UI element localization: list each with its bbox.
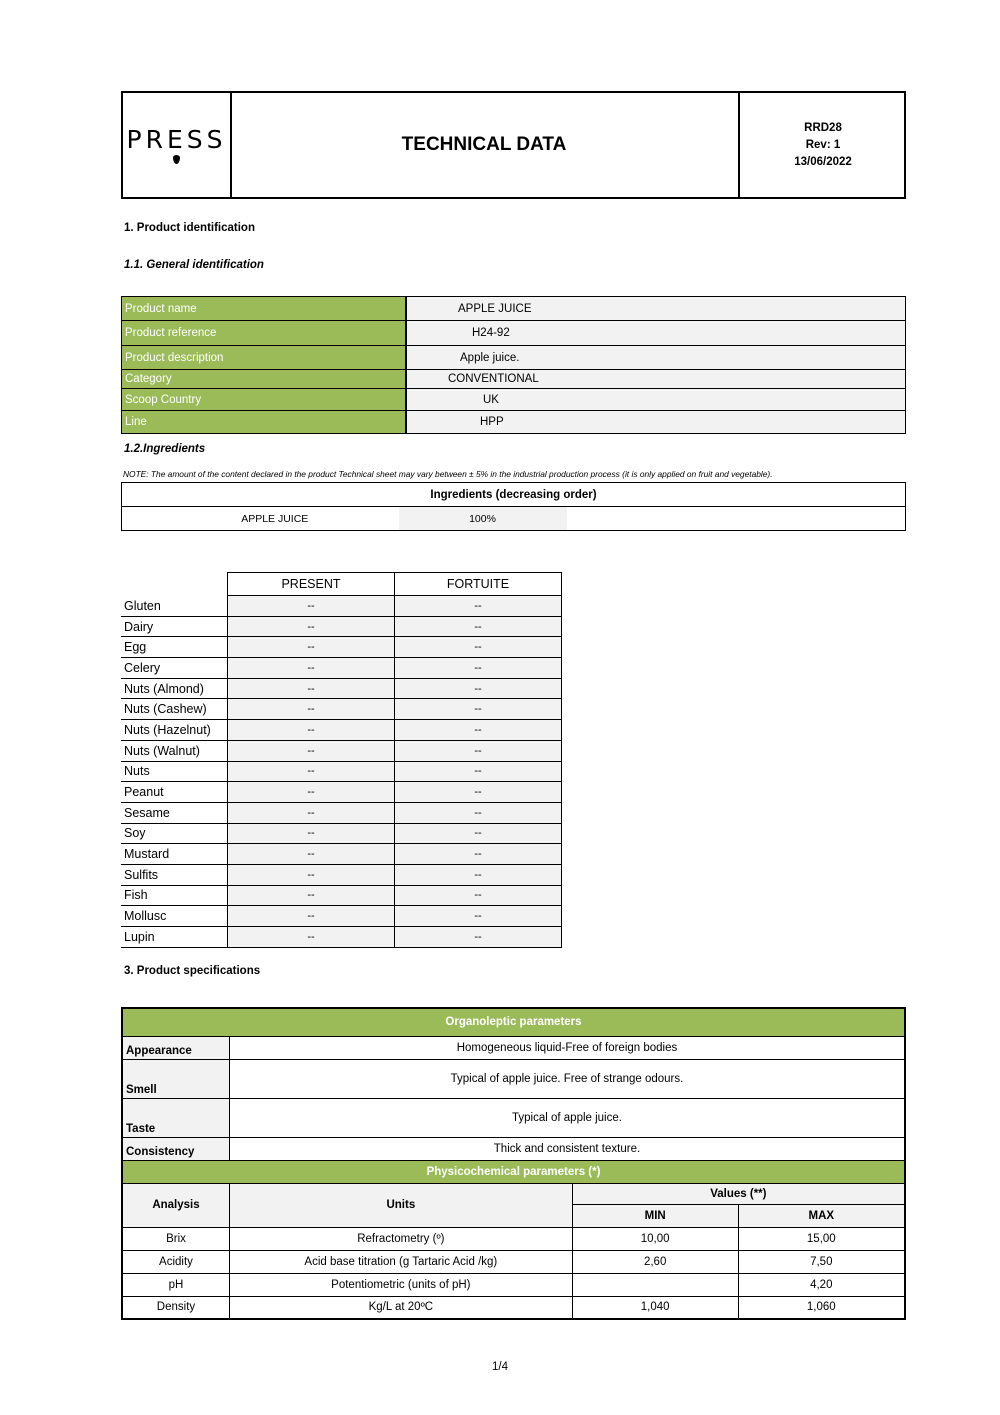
row-value: CONVENTIONAL: [448, 373, 539, 385]
drop-icon: [173, 155, 180, 164]
document-title: TECHNICAL DATA: [401, 134, 567, 155]
table-row: [122, 346, 906, 370]
section-product-specifications: 3. Product specifications: [124, 965, 261, 977]
document-header: [121, 91, 906, 199]
allergen-present: --: [228, 885, 395, 906]
allergen-row: [121, 699, 562, 720]
allergen-row: [121, 658, 562, 679]
analysis-name: Density: [122, 1296, 229, 1319]
allergen-row: [121, 885, 562, 906]
allergen-name: Nuts: [121, 761, 228, 782]
allergen-row: [121, 864, 562, 885]
col-units: Units: [229, 1183, 572, 1227]
allergen-present: --: [228, 637, 395, 658]
allergen-fortuite: --: [395, 864, 562, 885]
analysis-units: Refractometry (º): [229, 1227, 572, 1250]
allergen-present: --: [228, 844, 395, 865]
param-label: Consistency: [122, 1137, 229, 1160]
table-row: [122, 411, 906, 434]
allergen-present: --: [228, 699, 395, 720]
row-value: Apple juice.: [460, 351, 520, 364]
allergen-row: [121, 596, 562, 617]
allergen-name: Mustard: [121, 844, 228, 865]
organoleptic-header: Organoleptic parameters: [122, 1008, 905, 1036]
ingredients-table: [121, 482, 906, 531]
allergen-row: [121, 616, 562, 637]
allergen-present: --: [228, 678, 395, 699]
row-label: Category: [122, 370, 407, 389]
allergen-fortuite: --: [395, 740, 562, 761]
analysis-units: Potentiometric (units of pH): [229, 1273, 572, 1296]
table-row: [122, 321, 906, 346]
analysis-min: 1,040: [572, 1296, 738, 1319]
allergen-name: Fish: [121, 885, 228, 906]
param-value: Typical of apple juice.: [229, 1098, 905, 1137]
allergen-fortuite: --: [395, 596, 562, 617]
allergen-present: --: [228, 782, 395, 803]
col-max: MAX: [738, 1204, 905, 1227]
table-row: [122, 507, 906, 531]
col-analysis: Analysis: [122, 1183, 229, 1227]
row-label: Product reference: [122, 321, 407, 346]
table-row: [122, 1273, 905, 1296]
analysis-max: 15,00: [738, 1227, 905, 1250]
analysis-min: [572, 1273, 738, 1296]
allergen-row: [121, 782, 562, 803]
param-label: Taste: [122, 1098, 229, 1137]
allergen-name: Mollusc: [121, 906, 228, 927]
allergen-present: --: [228, 740, 395, 761]
col-present: PRESENT: [228, 573, 395, 596]
allergen-fortuite: --: [395, 844, 562, 865]
allergen-name: Gluten: [121, 596, 228, 617]
col-min: MIN: [572, 1204, 738, 1227]
table-row: [122, 370, 906, 389]
param-label: Smell: [122, 1059, 229, 1098]
param-label: Appearance: [122, 1036, 229, 1059]
allergen-row: [121, 844, 562, 865]
param-value: Homogeneous liquid-Free of foreign bodies: [229, 1036, 905, 1059]
analysis-max: 4,20: [738, 1273, 905, 1296]
row-value: HPP: [480, 416, 504, 428]
row-value: H24-92: [472, 327, 510, 339]
logo-text: PRESS: [126, 124, 227, 154]
allergen-name: Dairy: [121, 616, 228, 637]
allergen-present: --: [228, 616, 395, 637]
allergen-name: Celery: [121, 658, 228, 679]
allergen-present: --: [228, 596, 395, 617]
allergen-fortuite: --: [395, 699, 562, 720]
ingredient-name: APPLE JUICE: [241, 512, 309, 525]
allergen-fortuite: --: [395, 761, 562, 782]
row-label: Scoop Country: [122, 389, 407, 411]
table-row: [122, 1296, 905, 1319]
allergen-name: Nuts (Hazelnut): [121, 720, 228, 741]
analysis-units: Kg/L at 20ºC: [229, 1296, 572, 1319]
row-value: UK: [483, 393, 499, 406]
section-ingredients: 1.2.Ingredients: [124, 443, 206, 455]
allergen-fortuite: --: [395, 616, 562, 637]
table-row: [122, 1098, 905, 1137]
analysis-max: 1,060: [738, 1296, 905, 1319]
document-meta: [738, 93, 906, 197]
param-value: Typical of apple juice. Free of strange odours.: [229, 1059, 905, 1098]
table-row: [122, 1250, 905, 1273]
section-product-identification: 1. Product identification: [124, 222, 255, 234]
allergen-name: Peanut: [121, 782, 228, 803]
col-values: Values (**): [572, 1183, 905, 1204]
analysis-name: Brix: [122, 1227, 229, 1250]
allergen-present: --: [228, 906, 395, 927]
allergen-present: --: [228, 823, 395, 844]
allergen-row: [121, 906, 562, 927]
analysis-max: 7,50: [738, 1250, 905, 1273]
allergen-fortuite: --: [395, 906, 562, 927]
allergen-row: [121, 927, 562, 948]
param-value: Thick and consistent texture.: [229, 1137, 905, 1160]
ingredients-header: Ingredients (decreasing order): [122, 483, 906, 507]
row-label: Product description: [122, 346, 407, 370]
allergen-fortuite: --: [395, 658, 562, 679]
allergen-fortuite: --: [395, 678, 562, 699]
specifications-table: [121, 1007, 906, 1320]
allergen-row: [121, 802, 562, 823]
document-revision: Rev: 1: [805, 138, 841, 151]
allergen-fortuite: --: [395, 782, 562, 803]
allergen-present: --: [228, 720, 395, 741]
allergen-name: Egg: [121, 637, 228, 658]
table-row: [122, 1227, 905, 1250]
ingredients-note: NOTE: The amount of the content declared in the product Technical sheet may vary between ± 5% in the industrial production process (it is only applied on fruit and vegetable).: [123, 469, 773, 479]
allergen-row: [121, 678, 562, 699]
allergen-present: --: [228, 761, 395, 782]
page-number: 1/4: [492, 1361, 508, 1373]
section-general-identification: 1.1. General identification: [124, 259, 264, 271]
table-row: [122, 1036, 905, 1059]
allergen-name: Nuts (Cashew): [121, 699, 228, 720]
document-date: 13/06/2022: [794, 155, 852, 168]
allergen-name: Nuts (Almond): [121, 678, 228, 699]
analysis-name: pH: [122, 1273, 229, 1296]
allergen-name: Sesame: [121, 802, 228, 823]
table-row: [122, 1059, 905, 1098]
allergen-present: --: [228, 927, 395, 948]
allergen-fortuite: --: [395, 802, 562, 823]
allergen-row: [121, 720, 562, 741]
allergen-present: --: [228, 658, 395, 679]
press-logo: [123, 93, 232, 197]
general-identification-table: [121, 296, 906, 434]
allergen-present: --: [228, 802, 395, 823]
allergen-row: [121, 637, 562, 658]
allergen-name: Nuts (Walnut): [121, 740, 228, 761]
allergen-name: Soy: [121, 823, 228, 844]
allergen-fortuite: --: [395, 927, 562, 948]
allergen-row: [121, 823, 562, 844]
allergen-present: --: [228, 864, 395, 885]
analysis-name: Acidity: [122, 1250, 229, 1273]
analysis-units: Acid base titration (g Tartaric Acid /kg): [229, 1250, 572, 1273]
analysis-min: 10,00: [572, 1227, 738, 1250]
table-row: [122, 297, 906, 321]
row-label: Product name: [122, 297, 407, 321]
allergen-fortuite: --: [395, 885, 562, 906]
ingredient-percent: 100%: [399, 507, 567, 531]
document-code: RRD28: [804, 121, 842, 134]
allergen-row: [121, 761, 562, 782]
table-row: [122, 389, 906, 411]
physicochemical-header: Physicochemical parameters (*): [122, 1160, 905, 1183]
allergen-name: Lupin: [121, 927, 228, 948]
table-row: [122, 1137, 905, 1160]
row-value: APPLE JUICE: [458, 302, 532, 315]
row-label: Line: [122, 411, 407, 434]
allergens-table: [121, 572, 562, 948]
analysis-min: 2,60: [572, 1250, 738, 1273]
allergen-fortuite: --: [395, 720, 562, 741]
allergen-fortuite: --: [395, 823, 562, 844]
allergen-name: Sulfits: [121, 864, 228, 885]
col-fortuite: FORTUITE: [395, 573, 562, 596]
allergen-row: [121, 740, 562, 761]
allergen-fortuite: --: [395, 637, 562, 658]
